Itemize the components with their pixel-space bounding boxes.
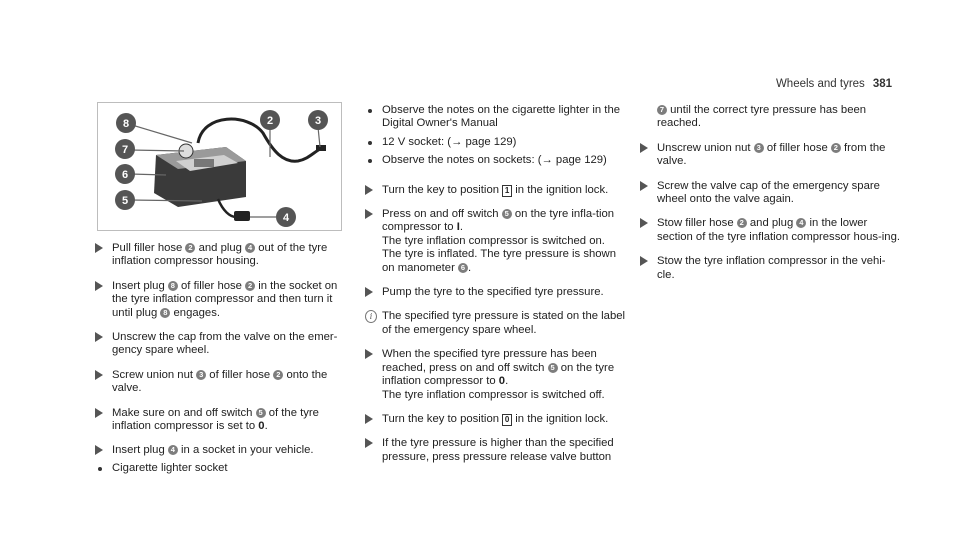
callout-6 — [115, 164, 135, 184]
svg-text:2: 2 — [266, 115, 274, 127]
step-arrow-icon — [95, 370, 103, 380]
column-1 — [95, 242, 345, 480]
step-arrow-icon — [640, 256, 648, 266]
bullet-observe-lighter: Observe the notes on the cigarette lighter in the Digital Owner's Manual — [365, 104, 627, 131]
step-press-switch-off: When the specified tyre pressure has been reached, press on and off switch 5 on the tyre inflation compressor to 0. The tyre inflation compressor is switched off. — [365, 348, 627, 402]
compressor-illustration — [97, 102, 342, 231]
arrow-ref-icon: → — [541, 154, 553, 167]
step-release-pressure: If the tyre pressure is higher than the specified pressure, press pressure release valve button — [365, 437, 627, 464]
callout-5 — [115, 190, 135, 210]
step-arrow-icon — [365, 287, 373, 297]
step-key-position-1: Turn the key to position 1 in the ignition lock. — [365, 184, 627, 197]
page-header — [776, 78, 892, 90]
arrow-ref-icon: → — [451, 135, 463, 148]
step-unscrew-union-nut: Unscrew union nut 3 of filler hose 2 from the valve. — [640, 142, 902, 169]
callout-8 — [116, 113, 136, 133]
step-check-switch: Make sure on and off switch 5 of the tyre inflation compressor is set to 0. — [95, 407, 345, 434]
svg-text:4: 4 — [282, 212, 290, 224]
step-continuation: 7 until the correct tyre pressure has been reached. — [657, 104, 867, 130]
svg-text:8: 8 — [122, 118, 130, 130]
step-arrow-icon — [95, 332, 103, 342]
key-position-1-icon: 1 — [502, 185, 512, 197]
svg-text:3: 3 — [314, 115, 322, 127]
bullet-icon — [368, 141, 372, 145]
step-arrow-icon — [640, 218, 648, 228]
bullet-icon — [368, 109, 372, 113]
callout-7 — [115, 139, 135, 159]
step-insert-plug-8: Insert plug 8 of filler hose 2 in the socket on the tyre inflation compressor and then turn it until plug 8 engages. — [95, 280, 345, 320]
step-screw-union-nut: Screw union nut 3 of filler hose 2 onto the valve. — [95, 369, 345, 396]
svg-text:7: 7 — [121, 144, 129, 156]
page-ref-link[interactable]: page 129) — [552, 154, 607, 167]
bullet-cigarette-socket: Cigarette lighter socket — [95, 462, 345, 475]
svg-text:5: 5 — [121, 195, 129, 207]
step-arrow-icon — [95, 281, 103, 291]
step-arrow-icon — [640, 143, 648, 153]
step-screw-valve-cap: Screw the valve cap of the emergency spare wheel onto the valve again. — [640, 180, 902, 207]
step-stow-compressor: Stow the tyre inflation compressor in the vehi-cle. — [640, 255, 902, 282]
step-pump-tyre: Pump the tyre to the specified tyre pressure. — [365, 286, 627, 299]
step-stow-hose: Stow filler hose 2 and plug 4 in the lower section of the tyre inflation compressor hous-ing. — [640, 217, 902, 244]
step-arrow-icon — [365, 185, 373, 195]
section-title: Wheels and tyres — [775, 78, 865, 90]
key-position-0-icon: 0 — [502, 414, 512, 426]
bullet-icon — [98, 467, 102, 471]
step-insert-plug-4: Insert plug 4 in a socket in your vehicle. — [95, 444, 345, 457]
info-icon: i — [365, 310, 377, 323]
bullet-observe-sockets: Observe the notes on sockets: (→ page 129) — [365, 154, 627, 167]
note-pressure-label: i The specified tyre pressure is stated on the label of the emergency spare wheel. — [365, 310, 627, 337]
page-number: 381 — [872, 78, 892, 90]
callout-4 — [276, 207, 296, 227]
step-arrow-icon — [365, 349, 373, 359]
step-arrow-icon — [95, 408, 103, 418]
column-3 — [640, 104, 902, 293]
bullet-icon — [368, 159, 372, 163]
page-ref-link[interactable]: page 129) — [462, 135, 517, 148]
callout-3 — [308, 110, 328, 130]
step-key-position-0: Turn the key to position 0 in the ignition lock. — [365, 413, 627, 426]
step-arrow-icon — [365, 414, 373, 424]
callout-2 — [260, 110, 280, 130]
svg-text:6: 6 — [121, 169, 129, 181]
step-arrow-icon — [365, 209, 373, 219]
bullet-12v-socket: 12 V socket: (→ page 129) — [365, 136, 627, 149]
column-2 — [365, 104, 627, 475]
step-arrow-icon — [95, 445, 103, 455]
compressor-drawing — [98, 103, 341, 230]
step-unscrew-cap: Unscrew the cap from the valve on the emer-gency spare wheel. — [95, 331, 345, 358]
step-arrow-icon — [365, 438, 373, 448]
step-press-switch-on: Press on and off switch 5 on the tyre infla-tion compressor to I. The tyre inflation compressor is switched on. The tyre is inflated. The tyre pressure is shown on manometer 6 . — [365, 208, 627, 275]
step-pull-hose: Pull filler hose 2 and plug 4 out of the tyre inflation compressor housing. — [95, 242, 345, 269]
step-arrow-icon — [95, 243, 103, 253]
step-arrow-icon — [640, 181, 648, 191]
